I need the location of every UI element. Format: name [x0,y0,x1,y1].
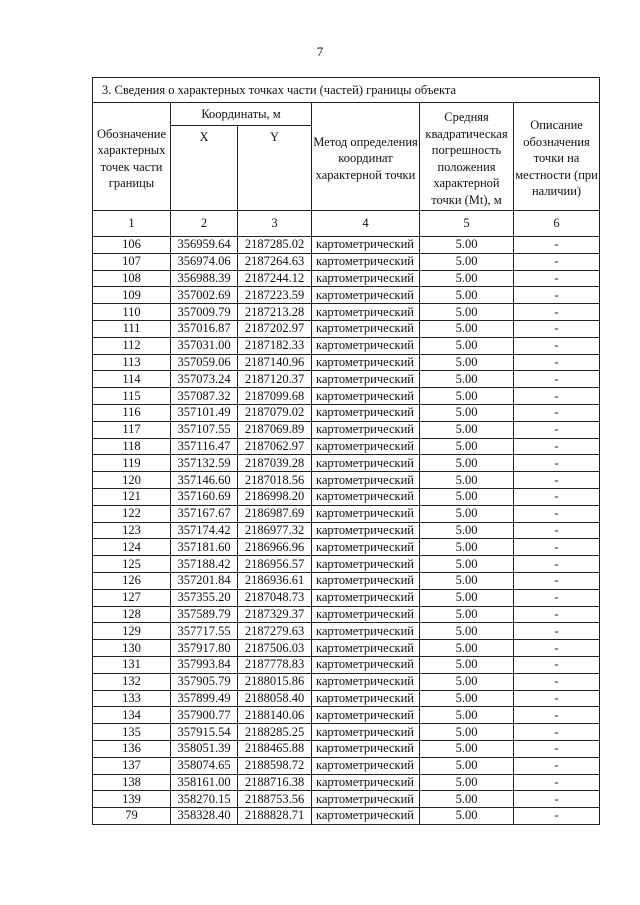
coordinate-y-cell: 2186956.57 [238,556,312,573]
coordinate-y-cell: 2187069.89 [238,421,312,438]
accuracy-cell: 5.00 [420,757,514,774]
table-row [93,287,600,304]
table-row [93,404,600,421]
point-number-cell: 131 [93,656,171,673]
description-cell: - [514,724,600,741]
page-number: 7 [316,44,324,59]
point-number-cell: 129 [93,623,171,640]
description-cell: - [514,774,600,791]
method-cell: картометрический [312,791,420,808]
method-cell: картометрический [312,690,420,707]
table-row [93,522,600,539]
accuracy-cell: 5.00 [420,740,514,757]
table-row [93,740,600,757]
description-cell: - [514,707,600,724]
description-cell: - [514,304,600,321]
method-cell: картометрический [312,337,420,354]
coordinate-x-cell: 358074.65 [171,757,238,774]
description-cell: - [514,556,600,573]
method-cell: картометрический [312,522,420,539]
coordinate-x-cell: 357355.20 [171,589,238,606]
point-number-cell: 116 [93,404,171,421]
description-cell: - [514,690,600,707]
method-cell: картометрический [312,623,420,640]
accuracy-cell: 5.00 [420,522,514,539]
coordinate-y-cell: 2187279.63 [238,623,312,640]
method-cell: картометрический [312,421,420,438]
method-cell: картометрический [312,724,420,741]
accuracy-cell: 5.00 [420,488,514,505]
accuracy-cell: 5.00 [420,808,514,825]
coordinate-y-cell: 2186966.96 [238,539,312,556]
point-number-cell: 119 [93,455,171,472]
point-number-cell: 134 [93,707,171,724]
point-number-cell: 120 [93,472,171,489]
column-number: 4 [312,211,420,237]
method-cell: картометрический [312,404,420,421]
method-cell: картометрический [312,808,420,825]
method-cell: картометрический [312,371,420,388]
coordinate-y-cell: 2188828.71 [238,808,312,825]
coordinate-x-cell: 357116.47 [171,438,238,455]
table-row [93,237,600,254]
accuracy-cell: 5.00 [420,707,514,724]
coordinate-x-cell: 357899.49 [171,690,238,707]
coordinate-y-cell: 2187213.28 [238,304,312,321]
method-cell: картометрический [312,488,420,505]
method-cell: картометрический [312,589,420,606]
coordinate-y-cell: 2188015.86 [238,673,312,690]
coordinate-x-cell: 357188.42 [171,556,238,573]
table-row [93,808,600,825]
point-number-cell: 106 [93,237,171,254]
header-description: Описание обозначения точки на местности (при наличии) [514,103,600,211]
coordinate-y-cell: 2187099.68 [238,388,312,405]
header-accuracy: Средняя квадратическая погрешность положения характерной точки (Mt), м [420,103,514,211]
accuracy-cell: 5.00 [420,539,514,556]
coordinate-y-cell: 2188716.38 [238,774,312,791]
table-row [93,371,600,388]
table-row [93,724,600,741]
accuracy-cell: 5.00 [420,774,514,791]
point-number-cell: 115 [93,388,171,405]
accuracy-cell: 5.00 [420,690,514,707]
accuracy-cell: 5.00 [420,237,514,254]
accuracy-cell: 5.00 [420,421,514,438]
method-cell: картометрический [312,304,420,321]
coordinate-x-cell: 357917.80 [171,640,238,657]
accuracy-cell: 5.00 [420,623,514,640]
point-number-cell: 135 [93,724,171,741]
coordinate-x-cell: 357101.49 [171,404,238,421]
coordinate-x-cell: 357167.67 [171,505,238,522]
accuracy-cell: 5.00 [420,354,514,371]
column-number: 5 [420,211,514,237]
method-cell: картометрический [312,656,420,673]
point-number-cell: 113 [93,354,171,371]
coordinate-x-cell: 358328.40 [171,808,238,825]
description-cell: - [514,237,600,254]
header-method: Метод определения координат характерной точки [312,103,420,211]
coordinate-x-cell: 357181.60 [171,539,238,556]
description-cell: - [514,757,600,774]
description-cell: - [514,421,600,438]
method-cell: картометрический [312,539,420,556]
table-row [93,488,600,505]
table-row [93,455,600,472]
header-coordinates: Координаты, м [171,103,312,126]
description-cell: - [514,270,600,287]
method-cell: картометрический [312,287,420,304]
coordinate-x-cell: 358161.00 [171,774,238,791]
accuracy-cell: 5.00 [420,656,514,673]
column-numbers-row [93,211,600,237]
accuracy-cell: 5.00 [420,640,514,657]
method-cell: картометрический [312,472,420,489]
point-number-cell: 79 [93,808,171,825]
table-row [93,707,600,724]
column-number: 6 [514,211,600,237]
coordinate-y-cell: 2187079.02 [238,404,312,421]
description-cell: - [514,656,600,673]
description-cell: - [514,472,600,489]
accuracy-cell: 5.00 [420,572,514,589]
description-cell: - [514,572,600,589]
coordinate-y-cell: 2188598.72 [238,757,312,774]
coordinate-y-cell: 2186987.69 [238,505,312,522]
coordinate-y-cell: 2187285.02 [238,237,312,254]
description-cell: - [514,623,600,640]
method-cell: картометрический [312,388,420,405]
description-cell: - [514,371,600,388]
accuracy-cell: 5.00 [420,253,514,270]
method-cell: картометрический [312,640,420,657]
point-number-cell: 108 [93,270,171,287]
coordinate-y-cell: 2187182.33 [238,337,312,354]
description-cell: - [514,253,600,270]
accuracy-cell: 5.00 [420,287,514,304]
table-row [93,421,600,438]
accuracy-cell: 5.00 [420,606,514,623]
method-cell: картометрический [312,320,420,337]
table-row [93,438,600,455]
method-cell: картометрический [312,673,420,690]
header-row [93,103,600,126]
point-number-cell: 138 [93,774,171,791]
column-number: 3 [238,211,312,237]
point-number-cell: 110 [93,304,171,321]
accuracy-cell: 5.00 [420,270,514,287]
point-number-cell: 107 [93,253,171,270]
point-number-cell: 133 [93,690,171,707]
coordinate-y-cell: 2187039.28 [238,455,312,472]
coordinate-y-cell: 2187778.83 [238,656,312,673]
method-cell: картометрический [312,556,420,573]
point-number-cell: 112 [93,337,171,354]
accuracy-cell: 5.00 [420,673,514,690]
accuracy-cell: 5.00 [420,304,514,321]
column-number: 1 [93,211,171,237]
table-row [93,690,600,707]
coordinate-x-cell: 357201.84 [171,572,238,589]
coordinate-x-cell: 357087.32 [171,388,238,405]
coordinate-y-cell: 2187223.59 [238,287,312,304]
coordinate-x-cell: 357016.87 [171,320,238,337]
description-cell: - [514,287,600,304]
method-cell: картометрический [312,572,420,589]
point-number-cell: 137 [93,757,171,774]
description-cell: - [514,808,600,825]
accuracy-cell: 5.00 [420,371,514,388]
coordinate-x-cell: 357174.42 [171,522,238,539]
method-cell: картометрический [312,438,420,455]
description-cell: - [514,488,600,505]
accuracy-cell: 5.00 [420,472,514,489]
method-cell: картометрический [312,606,420,623]
point-number-cell: 130 [93,640,171,657]
coordinate-y-cell: 2188753.56 [238,791,312,808]
description-cell: - [514,455,600,472]
description-cell: - [514,438,600,455]
table-row [93,337,600,354]
method-cell: картометрический [312,354,420,371]
point-number-cell: 132 [93,673,171,690]
accuracy-cell: 5.00 [420,556,514,573]
description-cell: - [514,589,600,606]
table-row [93,556,600,573]
header-x: X [171,126,238,211]
coordinate-x-cell: 357993.84 [171,656,238,673]
coordinate-y-cell: 2187506.03 [238,640,312,657]
point-number-cell: 126 [93,572,171,589]
method-cell: картометрический [312,774,420,791]
coordinate-y-cell: 2188465.88 [238,740,312,757]
accuracy-cell: 5.00 [420,724,514,741]
description-cell: - [514,640,600,657]
coordinate-y-cell: 2188140.06 [238,707,312,724]
method-cell: картометрический [312,740,420,757]
accuracy-cell: 5.00 [420,505,514,522]
coordinate-x-cell: 357009.79 [171,304,238,321]
table-row [93,623,600,640]
coordinate-x-cell: 357900.77 [171,707,238,724]
description-cell: - [514,606,600,623]
point-number-cell: 114 [93,371,171,388]
header-point-designation: Обозначение характерных точек части границы [93,103,171,211]
coordinate-y-cell: 2186998.20 [238,488,312,505]
table-row [93,472,600,489]
description-cell: - [514,740,600,757]
table-row [93,757,600,774]
accuracy-cell: 5.00 [420,337,514,354]
description-cell: - [514,404,600,421]
point-number-cell: 121 [93,488,171,505]
section-title-row [93,78,600,103]
coordinate-y-cell: 2186977.32 [238,522,312,539]
coordinate-y-cell: 2187202.97 [238,320,312,337]
method-cell: картометрический [312,757,420,774]
table-row [93,388,600,405]
table-row [93,673,600,690]
coordinate-x-cell: 357132.59 [171,455,238,472]
point-number-cell: 124 [93,539,171,556]
point-number-cell: 125 [93,556,171,573]
point-number-cell: 122 [93,505,171,522]
description-cell: - [514,791,600,808]
header-y: Y [238,126,312,211]
method-cell: картометрический [312,707,420,724]
accuracy-cell: 5.00 [420,589,514,606]
table-row [93,791,600,808]
accuracy-cell: 5.00 [420,438,514,455]
description-cell: - [514,337,600,354]
table-row [93,589,600,606]
coordinate-x-cell: 357107.55 [171,421,238,438]
table-row [93,774,600,791]
coordinate-y-cell: 2187018.56 [238,472,312,489]
coordinate-y-cell: 2187048.73 [238,589,312,606]
description-cell: - [514,673,600,690]
coordinate-x-cell: 357589.79 [171,606,238,623]
table-row [93,606,600,623]
point-number-cell: 127 [93,589,171,606]
coordinate-x-cell: 358051.39 [171,740,238,757]
coordinate-x-cell: 357146.60 [171,472,238,489]
method-cell: картометрический [312,253,420,270]
table-row [93,539,600,556]
description-cell: - [514,505,600,522]
method-cell: картометрический [312,505,420,522]
accuracy-cell: 5.00 [420,388,514,405]
coordinate-x-cell: 357717.55 [171,623,238,640]
point-number-cell: 123 [93,522,171,539]
table-row [93,270,600,287]
accuracy-cell: 5.00 [420,455,514,472]
table-row [93,656,600,673]
column-number: 2 [171,211,238,237]
coordinate-x-cell: 357059.06 [171,354,238,371]
coordinate-y-cell: 2187264.63 [238,253,312,270]
coordinate-y-cell: 2187244.12 [238,270,312,287]
coordinate-y-cell: 2187140.96 [238,354,312,371]
coordinate-y-cell: 2188058.40 [238,690,312,707]
coordinate-x-cell: 357160.69 [171,488,238,505]
coordinate-x-cell: 356974.06 [171,253,238,270]
coordinate-x-cell: 357073.24 [171,371,238,388]
coordinate-x-cell: 358270.15 [171,791,238,808]
description-cell: - [514,388,600,405]
table-row [93,304,600,321]
point-number-cell: 139 [93,791,171,808]
table-row [93,572,600,589]
boundary-points-table [92,77,600,825]
description-cell: - [514,354,600,371]
coordinate-x-cell: 356959.64 [171,237,238,254]
point-number-cell: 136 [93,740,171,757]
accuracy-cell: 5.00 [420,404,514,421]
description-cell: - [514,539,600,556]
description-cell: - [514,320,600,337]
coordinate-y-cell: 2187062.97 [238,438,312,455]
method-cell: картометрический [312,270,420,287]
table-row [93,640,600,657]
point-number-cell: 118 [93,438,171,455]
description-cell: - [514,522,600,539]
coordinate-y-cell: 2188285.25 [238,724,312,741]
accuracy-cell: 5.00 [420,320,514,337]
coordinate-x-cell: 357031.00 [171,337,238,354]
table-row [93,320,600,337]
coordinate-x-cell: 357002.69 [171,287,238,304]
point-number-cell: 109 [93,287,171,304]
point-number-cell: 111 [93,320,171,337]
table-row [93,505,600,522]
table-row [93,354,600,371]
method-cell: картометрический [312,237,420,254]
coordinate-y-cell: 2187120.37 [238,371,312,388]
point-number-cell: 117 [93,421,171,438]
coordinate-x-cell: 357915.54 [171,724,238,741]
accuracy-cell: 5.00 [420,791,514,808]
table-row [93,253,600,270]
coordinate-x-cell: 357905.79 [171,673,238,690]
coordinate-x-cell: 356988.39 [171,270,238,287]
coordinate-y-cell: 2187329.37 [238,606,312,623]
method-cell: картометрический [312,455,420,472]
section-title: 3. Сведения о характерных точках части (частей) границы объекта [93,78,600,103]
point-number-cell: 128 [93,606,171,623]
coordinate-y-cell: 2186936.61 [238,572,312,589]
